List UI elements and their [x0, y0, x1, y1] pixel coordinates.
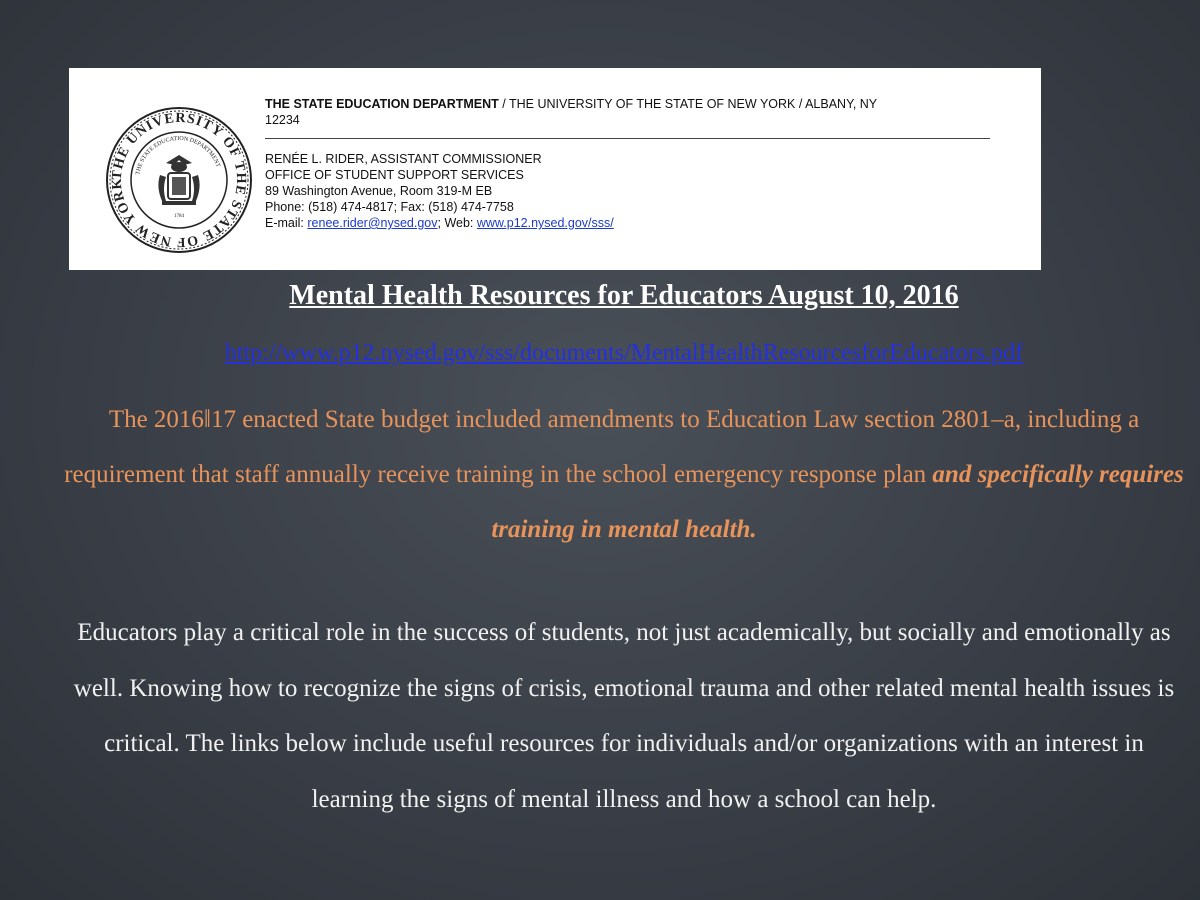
web-label: ; Web:	[437, 216, 477, 230]
letterhead	[69, 68, 1041, 270]
educators-paragraph: Educators play a critical role in the success of students, not just academically, but socially and emotionally as well. Knowing how to recognize the signs of crisis, emotional trauma and other related mental health issues is critical. The links below include useful resources for individuals and/or organizations with an interest in learning the signs of mental illness and how a school can help.	[73, 619, 1175, 813]
letterhead-text	[265, 96, 1005, 231]
budget-emphasis: and specifically requires training in mental health.	[491, 461, 1184, 543]
seal-outer-text: THE UNIVERSITY OF THE STATE OF NEW YORK	[109, 110, 249, 250]
email-link[interactable]: renee.rider@nysed.gov	[307, 216, 438, 230]
contact-line	[265, 215, 1005, 231]
state-seal-logo	[104, 105, 254, 255]
page-title: Mental Health Resources for Educators August 10, 2016	[289, 280, 959, 311]
letterhead-divider	[265, 138, 990, 139]
department-line	[265, 96, 1005, 128]
budget-text: The 2016‖17 enacted State budget included amendments to Education Law section 2801–a, including a requirement that staff annually receive training in the school emergency response plan	[64, 406, 1140, 488]
budget-paragraph	[60, 392, 1188, 557]
document-link[interactable]: http://www.p12.nysed.gov/sss/documents/MentalHealthResourcesforEducators.pdf	[224, 340, 1024, 366]
zip-code: 12234	[265, 113, 300, 127]
phone-fax: Phone: (518) 474-4817; Fax: (518) 474-7758	[265, 200, 514, 214]
department-name: THE STATE EDUCATION DEPARTMENT	[265, 97, 499, 111]
department-address: / THE UNIVERSITY OF THE STATE OF NEW YORK / ALBANY, NY	[498, 97, 878, 111]
street-address: 89 Washington Avenue, Room 319-M EB	[265, 184, 493, 198]
seal-year: 1784	[174, 214, 184, 219]
office-name: OFFICE OF STUDENT SUPPORT SERVICES	[265, 168, 524, 182]
email-label: E-mail:	[265, 216, 308, 230]
seal-inner-text: THE STATE EDUCATION DEPARTMENT	[135, 135, 221, 176]
web-link[interactable]: www.p12.nysed.gov/sss/	[476, 216, 614, 230]
commissioner-name: RENÉE L. RIDER, ASSISTANT COMMISSIONER	[265, 152, 542, 166]
